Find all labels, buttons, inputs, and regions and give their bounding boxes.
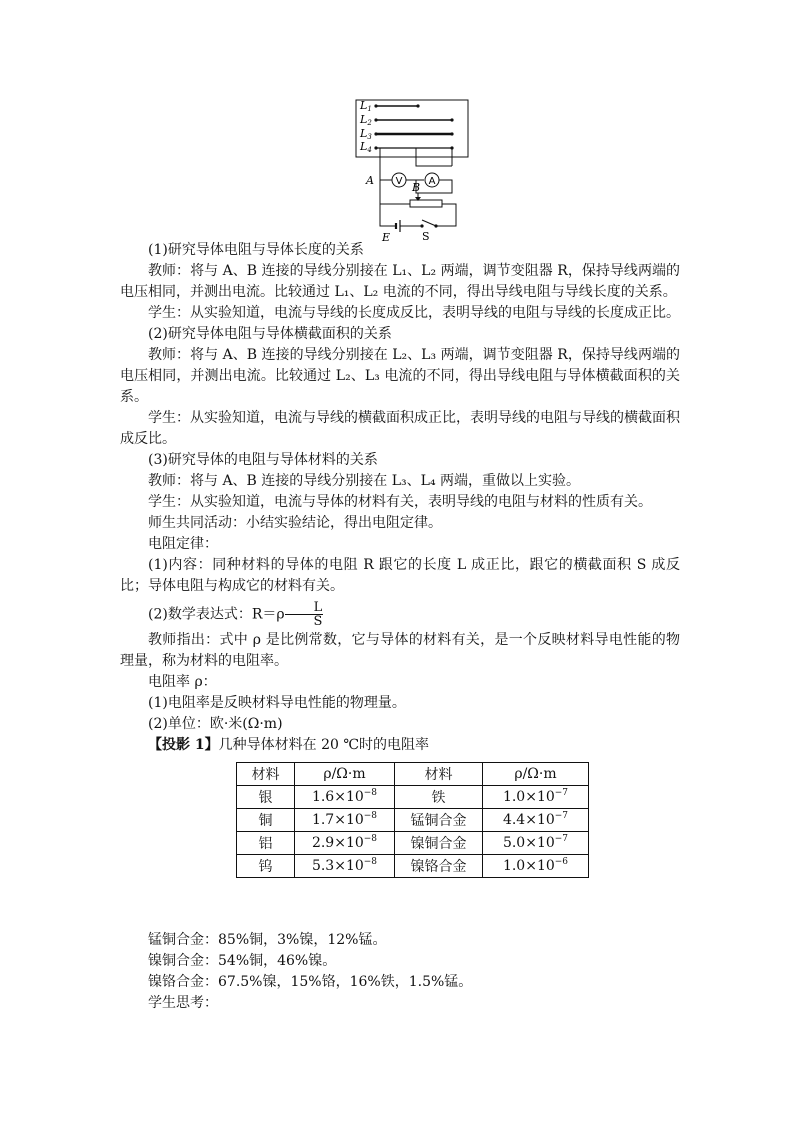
projection-caption: [120, 735, 680, 756]
rheostat: [410, 200, 442, 207]
formula-fraction: [285, 601, 324, 628]
table-cell: $1.6\times 10^{-8}$: [295, 786, 395, 809]
table-cell: 镍铜合金: [395, 832, 483, 855]
student-length: 学生：从实验知道，电流与导线的长度成反比，表明导线的电阻与导线的长度成正比。: [148, 305, 680, 321]
wire-l4: [359, 140, 454, 154]
table-row: [237, 855, 589, 878]
table-cell: 镍铬合金: [395, 855, 483, 878]
law-formula: [120, 601, 680, 628]
circuit-diagram: [352, 98, 476, 243]
resistivity-def: (1)电阻率是反映材料导电性能的物理量。: [148, 695, 406, 711]
joint-activity: 师生共同活动：小结实验结论，得出电阻定律。: [148, 515, 442, 531]
table-cell: $1.0\times 10^{-6}$: [483, 855, 589, 878]
switch-label: S: [422, 230, 430, 243]
svg-text:V: V: [395, 176, 403, 187]
table-header: ρ/Ω·m: [295, 763, 395, 786]
svg-text:L3: L3: [360, 127, 372, 141]
svg-text:L2: L2: [360, 113, 372, 127]
table-row: [237, 832, 589, 855]
note-nickel-copper: 镍铜合金：54%铜，46%镍。: [148, 953, 337, 969]
table-cell: $1.7\times 10^{-8}$: [295, 809, 395, 832]
law-content: (1)内容：同种材料的导体的电阻 R 跟它的长度 L 成正比，跟它的横截面积 S 成反比；导体电阻与构成它的材料有关。: [120, 557, 680, 594]
table-cell: 铜: [237, 809, 295, 832]
table-cell: $5.3\times 10^{-8}$: [295, 855, 395, 878]
table-header: 材料: [395, 763, 483, 786]
table-cell: $2.9\times 10^{-8}$: [295, 832, 395, 855]
table-cell: 铝: [237, 832, 295, 855]
table-header-row: [237, 763, 589, 786]
table-cell: $1.0\times 10^{-7}$: [483, 786, 589, 809]
table-cell: 锰铜合金: [395, 809, 483, 832]
law-label: 电阻定律：: [148, 536, 218, 552]
table-cell: 铁: [395, 786, 483, 809]
formula-denominator: S: [313, 614, 323, 629]
heading-material: (3)研究导体的电阻与导体材料的关系: [148, 452, 378, 468]
svg-text:L4: L4: [360, 140, 372, 154]
teacher-length: 教师：将与 A、B 连接的导线分别接在 L₁、L₂ 两端，调节变阻器 R，保持导线两端的电压相同，并测出电流。比较通过 L₁、L₂ 电流的不同，得出导线电阻与导线长度的关系。: [120, 263, 680, 300]
table-header: 材料: [237, 763, 295, 786]
svg-text:L1: L1: [360, 99, 372, 113]
node-b-label: B: [412, 181, 421, 194]
table-row: [237, 809, 589, 832]
student-area: 学生：从实验知道，电流与导线的横截面积成正比，表明导线的电阻与导线的横截面积成反比。: [120, 410, 680, 447]
table-cell: 钨: [237, 855, 295, 878]
heading-length: (1)研究导体电阻与导体长度的关系: [148, 242, 364, 258]
resistivity-table: [236, 762, 589, 878]
battery-label: E: [382, 231, 391, 243]
formula-prefix: (2)数学表达式：R＝ρ: [148, 606, 285, 623]
node-a-label: A: [366, 174, 374, 187]
table-cell: $4.4\times 10^{-7}$: [483, 809, 589, 832]
wire-l3: [359, 127, 454, 141]
teacher-area: 教师：将与 A、B 连接的导线分别接在 L₂、L₃ 两端，调节变阻器 R，保持导线两端的电压相同，并测出电流。比较通过 L₂、L₃ 电流的不同，得出导线电阻与导体横截面积的关系。: [120, 347, 680, 405]
teacher-material: 教师：将与 A、B 连接的导线分别接在 L₃、L₄ 两端，重做以上实验。: [148, 473, 581, 489]
projection-title: 几种导体材料在 20 ℃时的电阻率: [218, 737, 430, 753]
table-cell: 银: [237, 786, 295, 809]
wire-l2: [359, 113, 454, 127]
resistivity-label: 电阻率 ρ：: [148, 674, 217, 690]
student-material: 学生：从实验知道，电流与导体的材料有关，表明导线的电阻与材料的性质有关。: [148, 494, 652, 510]
switch: [422, 220, 436, 226]
note-manganin: 锰铜合金：85%铜，3%镍，12%锰。: [148, 932, 387, 948]
teacher-note: 教师指出：式中 ρ 是比例常数，它与导体的材料有关，是一个反映材料导电性能的物理量，称为材料的电阻率。: [120, 632, 680, 669]
lesson-text: [120, 240, 680, 756]
heading-area: (2)研究导体电阻与导体横截面积的关系: [148, 326, 392, 342]
table-row: [237, 786, 589, 809]
alloy-notes: [120, 930, 680, 1014]
projection-tag: 【投影 1】: [148, 737, 219, 753]
student-thinking: 学生思考：: [148, 995, 218, 1011]
note-nichrome: 镍铬合金：67.5%镍，15%铬，16%铁，1.5%锰。: [148, 974, 473, 990]
svg-text:A: A: [428, 176, 436, 187]
formula-numerator: L: [285, 601, 324, 615]
table-cell: $5.0\times 10^{-7}$: [483, 832, 589, 855]
table-header: ρ/Ω·m: [483, 763, 589, 786]
resistivity-unit: (2)单位：欧·米(Ω·m): [148, 716, 283, 732]
wire-l1: [359, 99, 420, 113]
